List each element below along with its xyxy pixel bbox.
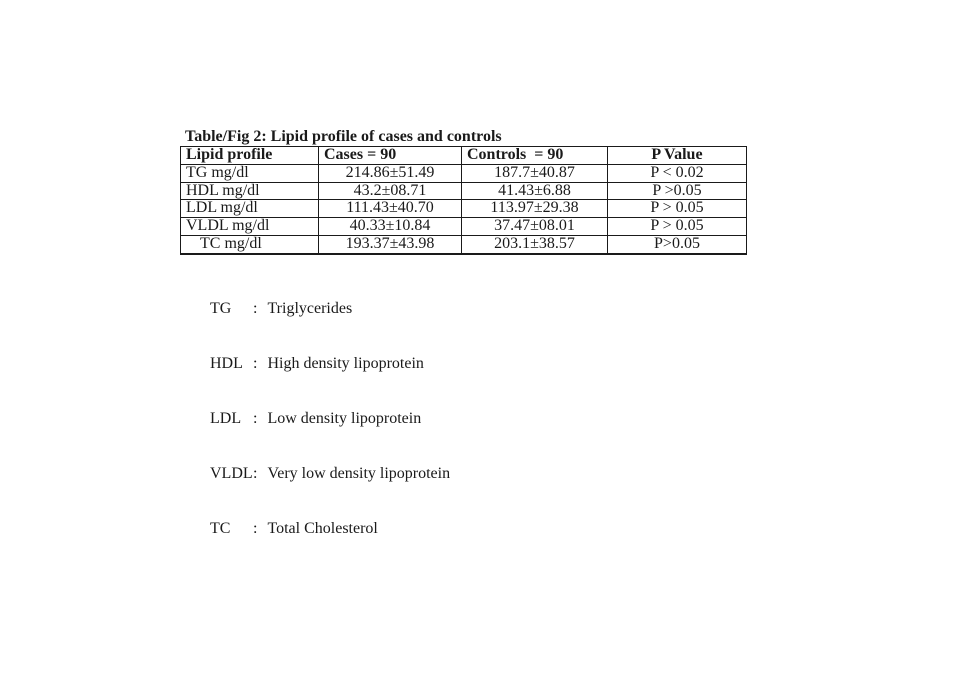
- legend-abbr: HDL: [210, 355, 243, 373]
- legend-abbr: TG: [210, 300, 232, 318]
- cell-controls-value: 187.7±40.87: [462, 164, 608, 182]
- table-row: [181, 235, 747, 253]
- cell-lipid-name: TG mg/dl: [181, 164, 319, 182]
- legend-definition: High density lipoprotein: [267, 355, 424, 373]
- table-row: [181, 200, 747, 218]
- cell-controls-value: 203.1±38.57: [462, 235, 608, 253]
- cell-lipid-name: VLDL mg/dl: [181, 218, 319, 236]
- cell-lipid-name: TC mg/dl: [181, 235, 319, 253]
- legend-colon: :: [253, 300, 258, 318]
- column-header-cases: Cases = 90: [319, 147, 462, 165]
- cell-p-value: P > 0.05: [608, 200, 747, 218]
- table-row: [181, 182, 747, 200]
- cell-p-value: P > 0.05: [608, 218, 747, 236]
- legend-abbr: LDL: [210, 410, 242, 428]
- cell-cases-value: 193.37±43.98: [319, 235, 462, 253]
- legend-definition: Total Cholesterol: [267, 519, 378, 537]
- table-title: Table/Fig 2: Lipid profile of cases and controls: [185, 128, 502, 145]
- cell-cases-value: 43.2±08.71: [319, 182, 462, 200]
- legend-definition: Low density lipoprotein: [267, 410, 422, 428]
- legend-item: [186, 502, 450, 557]
- legend-definition: Triglycerides: [267, 300, 353, 318]
- cell-controls-value: 113.97±29.38: [462, 200, 608, 218]
- abbreviation-legend: [186, 282, 450, 556]
- lipid-profile-table: [180, 146, 747, 255]
- legend-colon: :: [253, 519, 258, 537]
- legend-item: [186, 447, 450, 502]
- legend-abbr: VLDL: [210, 464, 253, 482]
- cell-controls-value: 41.43±6.88: [462, 182, 608, 200]
- legend-definition: Very low density lipoprotein: [267, 464, 451, 482]
- column-header-p-value: P Value: [608, 147, 747, 165]
- cell-cases-value: 40.33±10.84: [319, 218, 462, 236]
- legend-item: [186, 282, 450, 337]
- cell-lipid-name: LDL mg/dl: [181, 200, 319, 218]
- cell-cases-value: 111.43±40.70: [319, 200, 462, 218]
- table-row: [181, 164, 747, 182]
- legend-colon: :: [253, 410, 258, 428]
- legend-colon: :: [253, 355, 258, 373]
- legend-abbr: TC: [210, 519, 231, 537]
- legend-item: [186, 337, 450, 392]
- table-row: [181, 218, 747, 236]
- cell-p-value: P < 0.02: [608, 164, 747, 182]
- cell-controls-value: 37.47±08.01: [462, 218, 608, 236]
- cell-p-value: P>0.05: [608, 235, 747, 253]
- column-header-lipid-profile: Lipid profile: [181, 147, 319, 165]
- cell-p-value: P >0.05: [608, 182, 747, 200]
- column-header-controls: Controls = 90: [462, 147, 608, 165]
- legend-item: [186, 392, 450, 447]
- legend-colon: :: [253, 464, 258, 482]
- cell-lipid-name: HDL mg/dl: [181, 182, 319, 200]
- table-header-row: [181, 147, 747, 165]
- cell-cases-value: 214.86±51.49: [319, 164, 462, 182]
